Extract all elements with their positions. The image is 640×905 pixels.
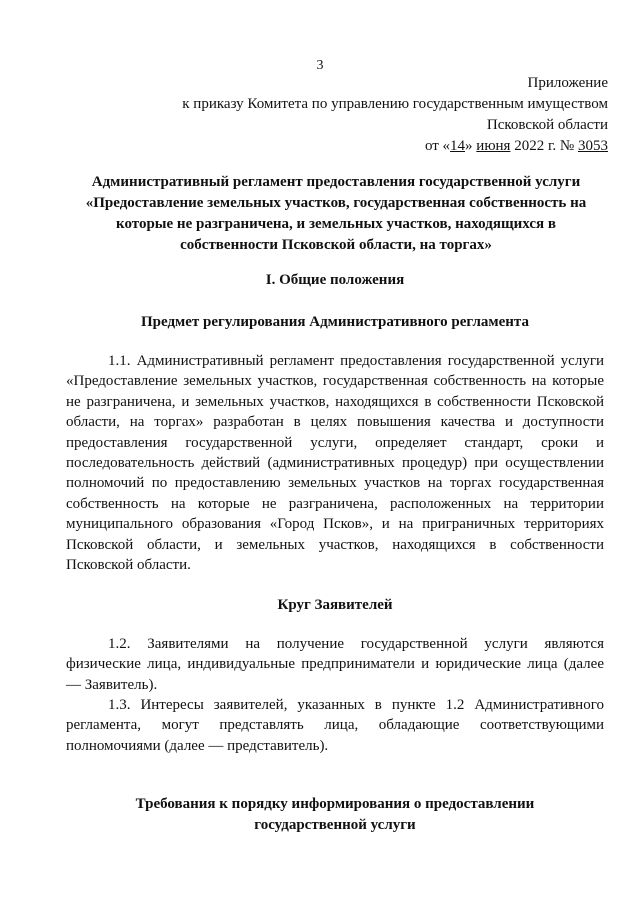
appendix-date-line (182, 136, 608, 157)
appendix-title: Приложение (527, 75, 608, 91)
subject-heading: Предмет регулирования Административного регламента (141, 314, 529, 330)
document-title: Административный регламент предоставления государственной услуги «Предоставление земельных участков, государственная собственность на которые не разграничена, и земельных участков, находящихся в собственности Псковской области, на торгах» (85, 174, 587, 253)
order-number: 3053 (578, 138, 608, 154)
info-heading-line-1: Требования к порядку информирования о предоставлении (135, 796, 535, 812)
info-heading-line-2: государственной услуги (254, 817, 416, 833)
order-year: 2022 г. № (510, 138, 578, 154)
date-prefix: от « (424, 138, 451, 154)
order-day: 14 (450, 138, 466, 154)
page-number: 3 (316, 58, 324, 73)
appendix-block (182, 73, 608, 157)
order-month: июня (476, 138, 511, 154)
appendix-region-line: Псковской области (486, 117, 608, 133)
section-heading: I. Общие положения (265, 272, 405, 288)
applicants-heading: Круг Заявителей (277, 597, 393, 613)
paragraph-1-1: 1.1. Административный регламент предоставления государственной услуги «Предоставление земельных участков, государственная собственность на которые не разграничена, и земельных участков, находящихся в собственности Псковской области, на торгах» разработан в целях повышения качества и доступности предоставления государственной услуги, определяет стандарт, сроки и последовательность действий (административных процедур) при осуществлении полномочий по предоставлению земельных участков на торгах государственная собственность на которые не разграничена, расположенных на территории муниципального образования «Город Псков», и на приграничных территориях Псковской области, и земельных участков, находящихся в собственности Псковской области. (66, 353, 604, 574)
date-mid: » (465, 138, 477, 154)
appendix-order-line: к приказу Комитета по управлению государственным имуществом (182, 96, 608, 112)
info-heading (60, 794, 610, 836)
paragraph-1-2: 1.2. Заявителями на получение государственной услуги являются физические лица, индивидуальные предприниматели и юридические лица (далее — Заявитель). (66, 636, 604, 693)
paragraph-1-3: 1.3. Интересы заявителей, указанных в пункте 1.2 Административного регламента, могут представлять лица, обладающие соответствующими полномочиями (далее — представитель). (66, 697, 604, 754)
